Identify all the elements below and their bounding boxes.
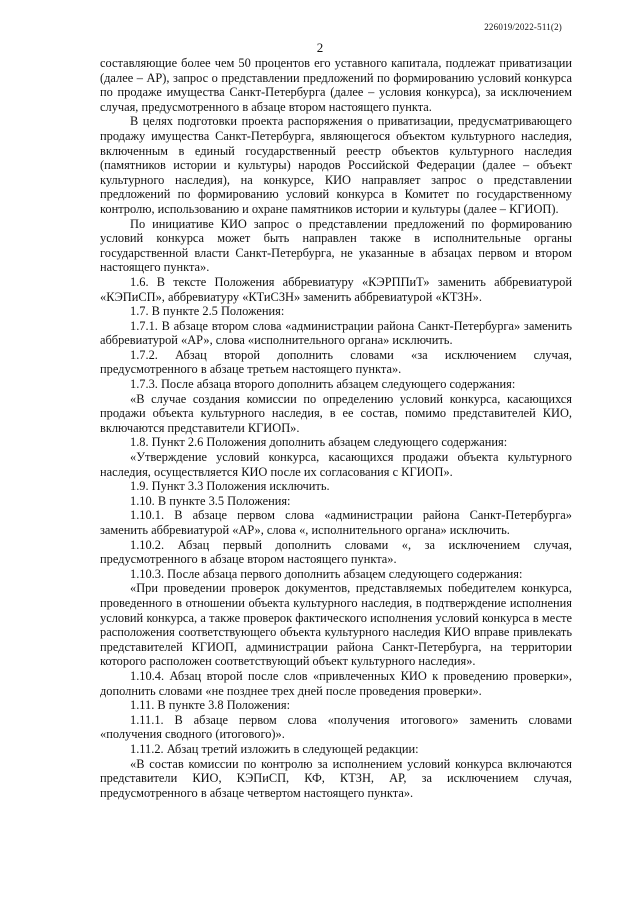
paragraph: 1.7.1. В абзаце втором слова «администрации района Санкт-Петербурга» заменить аббревиатурой «АР», слова «исполнительного органа» исключить. bbox=[100, 318, 572, 348]
paragraph: 1.7. В пункте 2.5 Положения: bbox=[130, 304, 285, 319]
paragraph: 1.10.2. Абзац первый дополнить словами «, за исключением случая, предусмотренного в абзаце втором настоящего пункта». bbox=[100, 537, 572, 567]
paragraph: «В случае создания комиссии по определению условий конкурса, касающихся продажи объекта культурного наследия, в ее состав, помимо представителей КИО, включаются представители КГИОП». bbox=[100, 391, 572, 435]
paragraph: 1.8. Пункт 2.6 Положения дополнить абзацем следующего содержания: bbox=[130, 435, 508, 450]
paragraph: 1.10.3. После абзаца первого дополнить абзацем следующего содержания: bbox=[130, 566, 523, 581]
paragraph: «В состав комиссии по контролю за исполнением условий конкурса включаются представители КИО, КЭПиСП, КФ, КТЗН, АР, за исключением случая, предусмотренного в абзаце четвертом настоящего пункта». bbox=[100, 756, 572, 800]
document-body bbox=[100, 56, 572, 800]
paragraph: 1.10.4. Абзац второй после слов «привлеченных КИО к проведению проверки», дополнить словами «не позднее трех дней после проведения проверки». bbox=[100, 668, 572, 698]
paragraph: 1.7.3. После абзаца второго дополнить абзацем следующего содержания: bbox=[130, 377, 516, 392]
paragraph: 1.10. В пункте 3.5 Положения: bbox=[130, 493, 291, 508]
paragraph: 1.6. В тексте Положения аббревиатуру «КЭРППиТ» заменить аббревиатурой «КЭПиСП», аббревиатуру «КТиСЗН» заменить аббревиатурой «КТЗН». bbox=[100, 274, 572, 304]
paragraph: 1.11.2. Абзац третий изложить в следующей редакции: bbox=[130, 741, 419, 756]
page-number: 2 bbox=[316, 40, 324, 55]
paragraph: 1.11. В пункте 3.8 Положения: bbox=[130, 698, 291, 713]
paragraph: В целях подготовки проекта распоряжения о приватизации, предусматривающего продажу имущества Санкт-Петербурга, являющегося объектом культурного наследия, включенным в единый государственный реестр объектов культурного наследия (памятников истории и культуры) народов Российской Федерации (далее – объект культурного наследия), на конкурсе, КИО направляет запрос о представлении предложений по формированию условий конкурса в Комитет по государственному контролю, использованию и охране памятников истории и культуры (далее – КГИОП). bbox=[100, 114, 572, 216]
paragraph: 1.10.1. В абзаце первом слова «администрации района Санкт-Петербурга» заменить аббревиатурой «АР», слова «, исполнительного органа» исключить. bbox=[100, 508, 572, 537]
paragraph: составляющие более чем 50 процентов его уставного капитала, подлежат приватизации (далее – АР), запрос о представлении предложений по формированию условий конкурса по продаже имущества Санкт-Петербурга (далее – условия конкурса), за исключением случая, предусмотренного в абзаце втором настоящего пункта. bbox=[100, 56, 572, 114]
paragraph: «При проведении проверок документов, представляемых победителем конкурса, проведенного в отношении объекта культурного наследия, в подтверждение исполнения условий конкурса, а также проверок фактического исполнения условий конкурса в месте расположения соответствующего объекта культурного наследия КИО вправе привлекать представителей КГИОП, администрации района Санкт-Петербурга, на территории которого расположен соответствующий объект культурного наследия». bbox=[100, 581, 572, 669]
document-id: 226019/2022-511(2) bbox=[484, 22, 562, 32]
paragraph: 1.7.2. Абзац второй дополнить словами «за исключением случая, предусмотренного в абзаце третьем настоящего пункта». bbox=[100, 347, 572, 377]
paragraph: 1.11.1. В абзаце первом слова «получения итогового» заменить словами «получения сводного (итогового)». bbox=[100, 712, 572, 742]
paragraph: 1.9. Пункт 3.3 Положения исключить. bbox=[130, 479, 330, 494]
paragraph: По инициативе КИО запрос о представлении предложений по формированию условий конкурса может быть направлен также в исполнительные органы государственной власти Санкт-Петербурга, не указанные в абзацах первом и втором настоящего пункта». bbox=[100, 216, 572, 275]
paragraph: «Утверждение условий конкурса, касающихся продажи объекта культурного наследия, осуществляется КИО после их согласования с КГИОП». bbox=[100, 450, 572, 479]
